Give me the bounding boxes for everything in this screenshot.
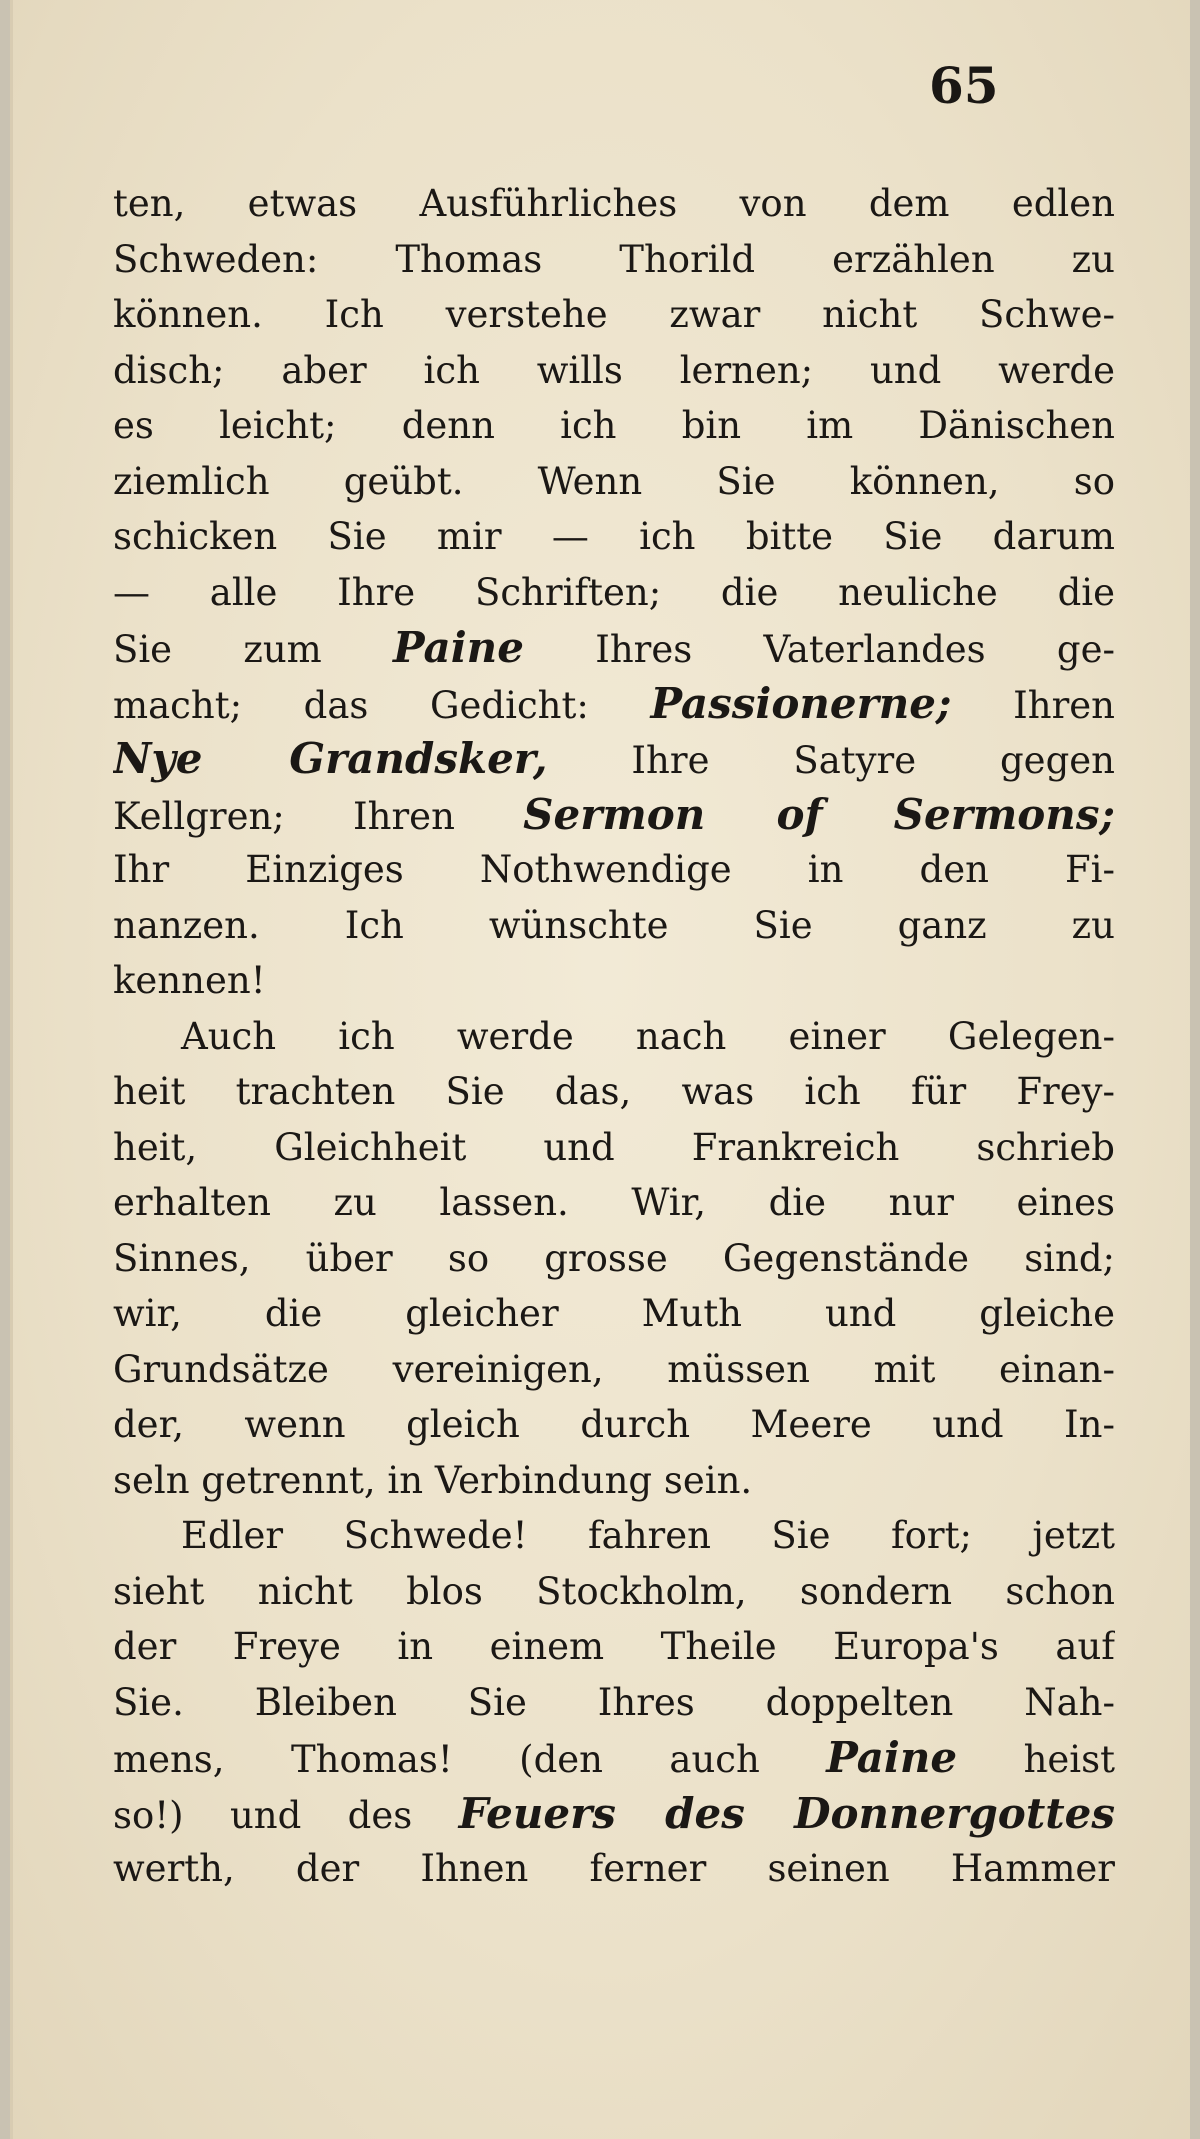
text-line: Kellgren; Ihren Sermon of Sermons; [113,789,1115,839]
page-number: 65 [929,56,999,115]
text-line: es leicht; denn ich bin im Dänischen [113,404,1115,447]
text-line: heit trachten Sie das, was ich für Frey- [113,1070,1115,1113]
text-line: sieht nicht blos Stockholm, sondern schon [113,1569,1115,1613]
body-text [113,176,1115,1897]
italic-title: Paine [393,623,524,672]
text-line: Auch ich werde nach einer Gelegen- [181,1014,1115,1058]
text-line: Edler Schwede! fahren Sie fort; jetzt [181,1514,1115,1557]
text-line: Sie. Bleiben Sie Ihres doppelten Nah- [113,1680,1115,1724]
text-line: ziemlich geübt. Wenn Sie können, so [113,459,1115,503]
text-line: können. Ich verstehe zwar nicht Schwe- [113,293,1115,336]
text-line: seln getrennt, in Verbindung sein. [113,1458,753,1502]
italic-title: Sermon of Sermons; [523,789,1115,839]
text-line: ten, etwas Ausführliches von dem edlen [113,182,1115,225]
text-line: Sinnes, über so grosse Gegenstände sind; [113,1236,1115,1280]
text-line: Nye Grandsker, Ihre Satyre gegen [113,734,1115,783]
text-line: Ihr Einziges Nothwendige in den Fi- [113,848,1115,891]
text-line: so!) und des Feuers des Donnergottes [113,1788,1115,1838]
text-line: der Freye in einem Theile Europa's auf [113,1625,1115,1668]
text-line: mens, Thomas! (den auch Paine heist [113,1733,1115,1782]
italic-title: Nye Grandsker, [113,734,548,783]
text-line: heit, Gleichheit und Frankreich schrieb [113,1125,1115,1169]
italic-title: Paine [826,1733,958,1782]
text-line: werth, der Ihnen ferner seinen Hammer [113,1847,1115,1890]
text-line: Grundsätze vereinigen, müssen mit einan- [113,1347,1115,1391]
text-line: kennen! [113,959,266,1002]
text-line: erhalten zu lassen. Wir, die nur eines [113,1181,1115,1224]
text-line: Sie zum Paine Ihres Vaterlandes ge- [113,623,1115,672]
italic-title: Passionerne; [650,678,952,728]
text-line: — alle Ihre Schriften; die neuliche die [113,570,1115,614]
book-page [10,0,1190,2139]
text-line: disch; aber ich wills lernen; und werde [113,348,1115,392]
text-line: nanzen. Ich wünschte Sie ganz zu [113,903,1115,947]
italic-title: Feuers des Donnergottes [458,1788,1115,1838]
text-line: macht; das Gedicht: Passionerne; Ihren [113,678,1115,728]
text-line: Schweden: Thomas Thorild erzählen zu [113,237,1115,281]
text-line: der, wenn gleich durch Meere und In- [113,1403,1115,1446]
text-line: schicken Sie mir — ich bitte Sie darum [113,515,1115,558]
text-line: wir, die gleicher Muth und gleiche [113,1292,1115,1335]
